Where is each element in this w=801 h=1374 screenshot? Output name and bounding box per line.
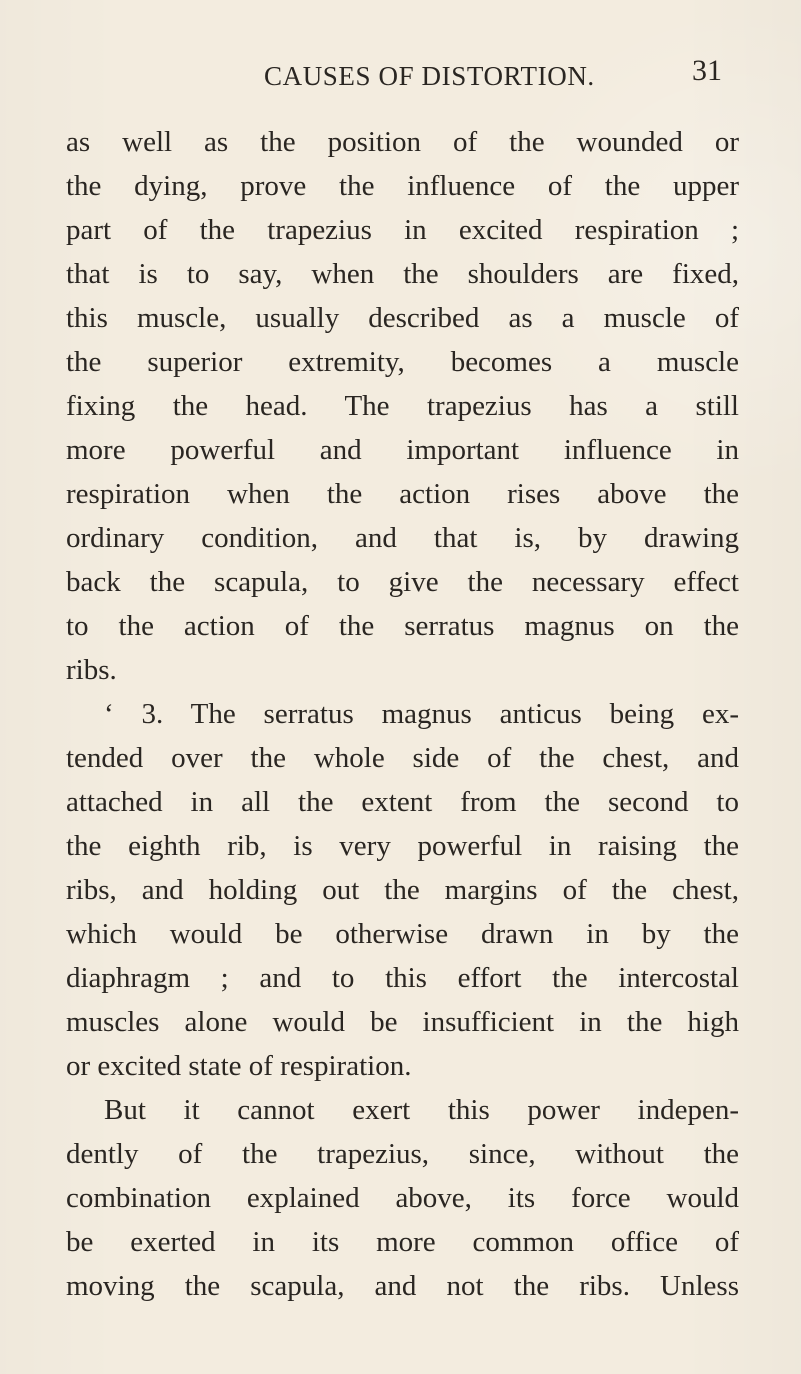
body-text-line: ribs.: [66, 656, 117, 685]
body-text-line: fixing the head. The trapezius has a still: [66, 392, 739, 421]
body-text-line: be exerted in its more common office of: [66, 1228, 739, 1257]
body-text-line: ordinary condition, and that is, by drawing: [66, 524, 739, 553]
body-text-line: muscles alone would be insufficient in the high: [66, 1008, 739, 1037]
body-text-line: part of the trapezius in excited respiration ;: [66, 216, 739, 245]
page-number: 31: [692, 54, 722, 87]
body-text-line: the superior extremity, becomes a muscle: [66, 348, 739, 377]
body-text-line: more powerful and important influence in: [66, 436, 739, 465]
body-text-line: respiration when the action rises above the: [66, 480, 739, 509]
body-text-line: that is to say, when the shoulders are fixed,: [66, 260, 739, 289]
body-text-line: attached in all the extent from the second to: [66, 788, 739, 817]
body-text-line: the dying, prove the influence of the upper: [66, 172, 739, 201]
body-text-line: back the scapula, to give the necessary effect: [66, 568, 739, 597]
running-head: CAUSES OF DISTORTION.: [264, 61, 595, 91]
body-text-line: combination explained above, its force would: [66, 1184, 739, 1213]
body-text-line: diaphragm ; and to this effort the intercostal: [66, 964, 739, 993]
body-text-line: this muscle, usually described as a muscle of: [66, 304, 739, 333]
body-text-line: the eighth rib, is very powerful in raising the: [66, 832, 739, 861]
body-text-line: moving the scapula, and not the ribs. Unless: [66, 1272, 739, 1301]
body-text-line: or excited state of respiration.: [66, 1052, 412, 1081]
body-text-line: tended over the whole side of the chest, and: [66, 744, 739, 773]
body-text-line: as well as the position of the wounded or: [66, 128, 739, 157]
body-text-line: dently of the trapezius, since, without the: [66, 1140, 739, 1169]
body-text-line: ‘ 3. The serratus magnus anticus being ex-: [104, 700, 739, 729]
body-text-line: which would be otherwise drawn in by the: [66, 920, 739, 949]
body-text-line: But it cannot exert this power indepen-: [104, 1096, 739, 1125]
body-text-line: ribs, and holding out the margins of the chest,: [66, 876, 739, 905]
body-text-line: to the action of the serratus magnus on the: [66, 612, 739, 641]
